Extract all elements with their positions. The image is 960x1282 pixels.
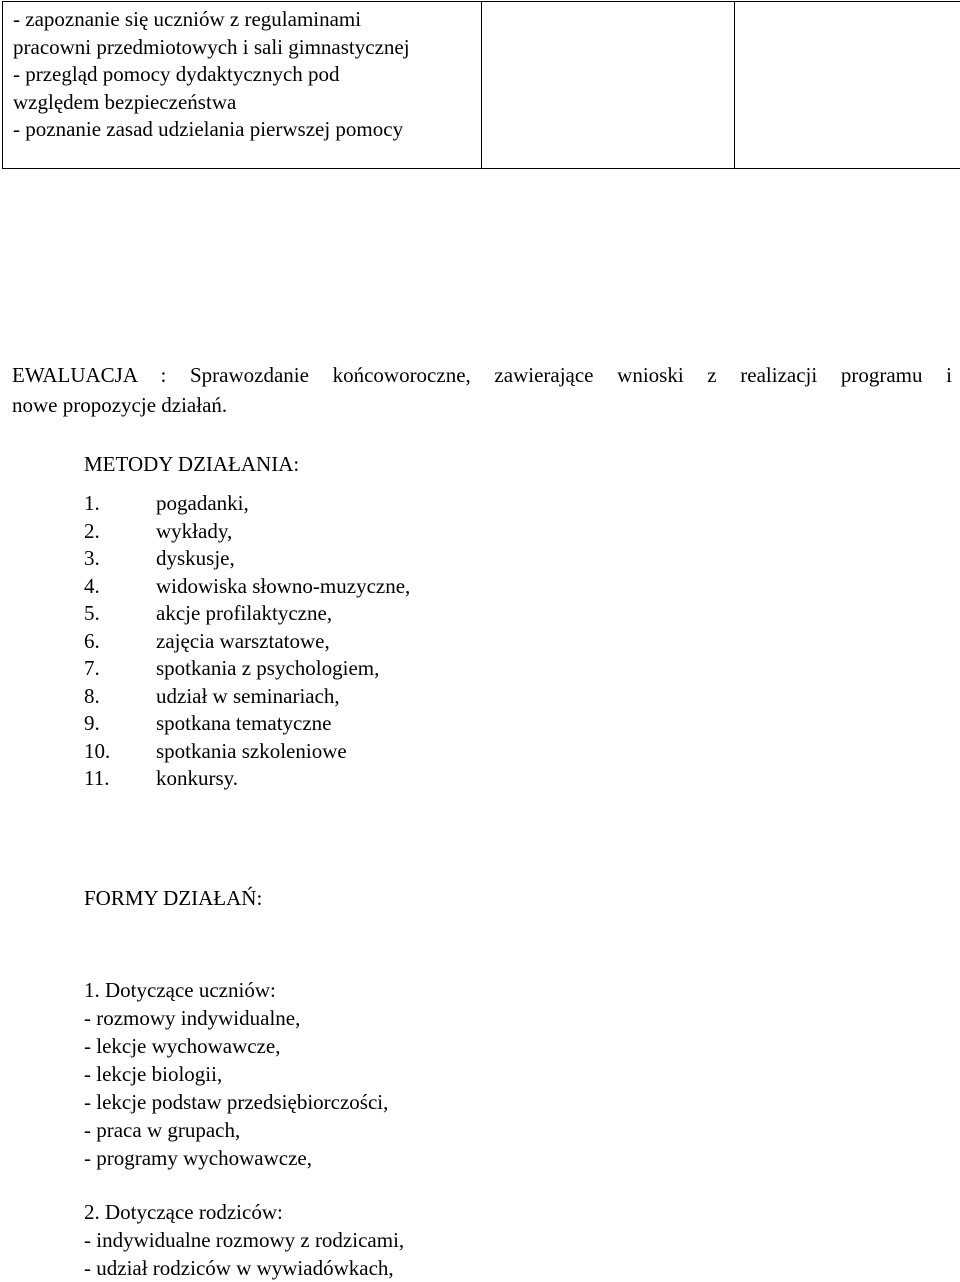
forms-list — [84, 976, 404, 1282]
list-number: 11. — [84, 765, 156, 793]
cell-text-line: - przegląd pomocy dydaktycznych pod — [13, 61, 471, 89]
list-number: 1. — [84, 490, 156, 518]
cell-text-line: - poznanie zasad udzielania pierwszej pomocy — [13, 116, 471, 144]
list-number: 3. — [84, 545, 156, 573]
list-item — [84, 710, 410, 738]
list-text: udział w seminariach, — [156, 684, 340, 708]
table-cell-empty — [735, 2, 960, 169]
evaluation-paragraph — [12, 360, 952, 420]
list-item — [84, 738, 410, 766]
spacer — [84, 1172, 404, 1198]
evaluation-line: nowe propozycje działań. — [12, 390, 952, 420]
list-text: konkursy. — [156, 766, 238, 790]
list-text: zajęcia warsztatowe, — [156, 629, 330, 653]
list-item — [84, 545, 410, 573]
list-number: 8. — [84, 683, 156, 711]
cell-text-line: pracowni przedmiotowych i sali gimnastycznej — [13, 34, 471, 62]
methods-heading: METODY DZIAŁANIA: — [84, 452, 299, 477]
list-text: dyskusje, — [156, 546, 235, 570]
list-item — [84, 683, 410, 711]
forms-subheading: 1. Dotyczące uczniów: — [84, 976, 404, 1004]
list-item: - programy wychowawcze, — [84, 1144, 404, 1172]
list-text: pogadanki, — [156, 491, 249, 515]
methods-list — [84, 490, 410, 793]
list-number: 9. — [84, 710, 156, 738]
list-text: spotkania szkoleniowe — [156, 739, 347, 763]
list-item — [84, 628, 410, 656]
evaluation-line: EWALUACJA : Sprawozdanie końcoworoczne, zawierające wnioski z realizacji programu i — [12, 360, 952, 390]
list-number: 6. — [84, 628, 156, 656]
list-item — [84, 490, 410, 518]
list-item: - lekcje podstaw przedsiębiorczości, — [84, 1088, 404, 1116]
list-item — [84, 600, 410, 628]
table-row — [3, 2, 960, 169]
list-text: akcje profilaktyczne, — [156, 601, 332, 625]
list-item — [84, 573, 410, 601]
table-cell-tasks — [3, 2, 482, 169]
list-item: - udział rodziców w wywiadówkach, — [84, 1254, 404, 1282]
forms-subheading: 2. Dotyczące rodziców: — [84, 1198, 404, 1226]
table-cell-empty — [482, 2, 735, 169]
list-item: - lekcje biologii, — [84, 1060, 404, 1088]
cell-text-line: - zapoznanie się uczniów z regulaminami — [13, 6, 471, 34]
list-item — [84, 765, 410, 793]
list-text: widowiska słowno-muzyczne, — [156, 574, 410, 598]
list-item: - indywidualne rozmowy z rodzicami, — [84, 1226, 404, 1254]
list-number: 5. — [84, 600, 156, 628]
list-text: wykłady, — [156, 519, 232, 543]
cell-text-line: względem bezpieczeństwa — [13, 89, 471, 117]
list-number: 4. — [84, 573, 156, 601]
list-number: 2. — [84, 518, 156, 546]
list-item: - praca w grupach, — [84, 1116, 404, 1144]
plan-table — [2, 1, 960, 169]
list-item — [84, 518, 410, 546]
list-number: 10. — [84, 738, 156, 766]
list-item: - rozmowy indywidualne, — [84, 1004, 404, 1032]
list-item: - lekcje wychowawcze, — [84, 1032, 404, 1060]
list-item — [84, 655, 410, 683]
forms-heading: FORMY DZIAŁAŃ: — [84, 886, 262, 911]
list-number: 7. — [84, 655, 156, 683]
list-text: spotkana tematyczne — [156, 711, 332, 735]
list-text: spotkania z psychologiem, — [156, 656, 379, 680]
